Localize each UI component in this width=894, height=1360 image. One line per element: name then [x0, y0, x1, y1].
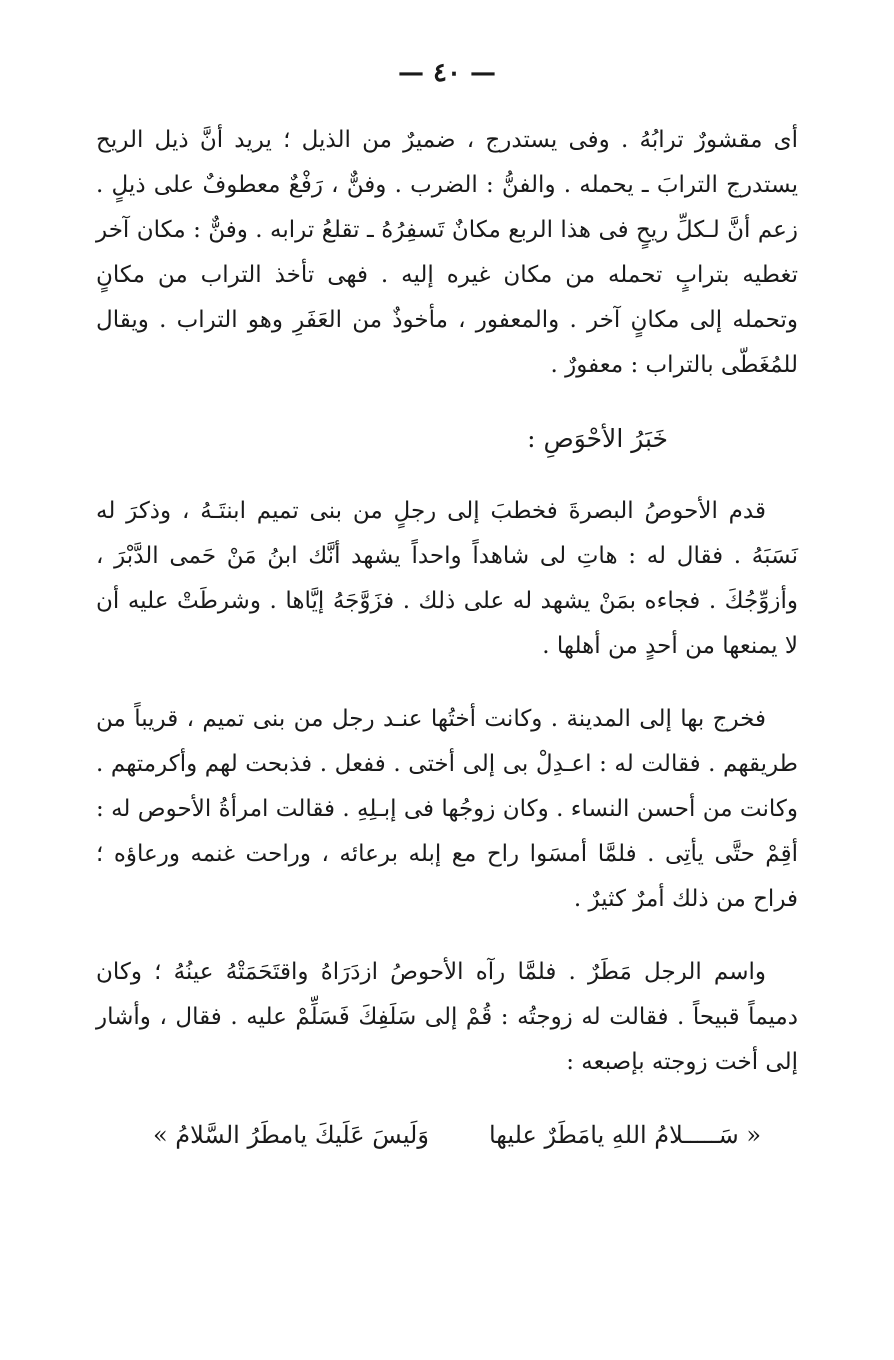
verse-second-hemistich: وَلَيسَ عَلَيكَ يامطَرُ السَّلامُ » — [152, 1121, 429, 1149]
story-paragraph-2: فخرج بها إلى المدينة . وكانت أختُها عنـد رجل من بنى تميم ، قريباً من طريقهم . فقالت له : اعـدِلْ بى إلى أختى . ففعل . فذبحت لهم وأكرمتهم . وكانت من أحسن النساء . وكان زوجُها فى إبـلِهِ . فقالت امرأةُ الأحوص له : أقِمْ حتَّى يأتِى . فلمَّا أمسَوا راح مع إبله برعائه ، وراحت غنمه ورعاؤه ؛ فراح من ذلك أمرٌ كثيرٌ . — [96, 706, 798, 912]
commentary-paragraph: أى مقشورٌ ترابُهُ . وفى يستدرج ، ضميرٌ من الذيل ؛ يريد أنَّ ذيل الريح يستدرج الترابَ ـ يحمله . والفنُّ : الضرب . وفنٌّ ، رَفْعٌ معطوفٌ على ذيلٍ . زعم أنَّ لـكلِّ ريحٍ فى هذا الربع مكانٌ تَسفِرُهُ ـ تقلعُ ترابه . وفنٌّ : مكان آخر تغطيه بترابٍ تحمله من مكان غيره إليه . فهى تأخذ التراب من مكانٍ وتحمله إلى مكانٍ آخر . والمعفور ، مأخوذٌ من العَفَرِ وهو التراب . ويقال للمُغَطّى بالتراب : معفورٌ . — [96, 127, 798, 378]
section-heading: خَبَرُ الأحْوَصِ : — [527, 424, 668, 453]
poem-verse — [96, 1113, 798, 1158]
story-paragraph-1: قدم الأحوصُ البصرةَ فخطبَ إلى رجلٍ من بنى تميم ابنتَـهُ ، وذكرَ له نَسَبَهُ . فقال له : هاتِ لى شاهداً واحداً يشهد أنَّك ابنُ مَنْ حَمى الدَّبْرَ ، وأزوِّجُكَ . فجاءه بمَنْ يشهد له على ذلك . فزَوَّجَهُ إيَّاها . وشرطَتْ عليه أن لا يمنعها من أحدٍ من أهلها . — [96, 498, 799, 659]
story-paragraph-3: واسم الرجل مَطَرٌ . فلمَّا رآه الأحوصُ ازدَرَاهُ واقتَحَمَتْهُ عينُهُ ؛ وكان دميماً قبيحاً . فقالت له زوجتُه : قُمْ إلى سَلَفِكَ فَسَلِّمْ عليه . فقال ، وأشار إلى أخت زوجته بإصبعه : — [96, 959, 798, 1075]
verse-first-hemistich: « سَـــــلامُ اللهِ يامَطَرٌ عليها — [488, 1121, 762, 1149]
page-number: — ٤٠ — — [397, 58, 497, 88]
